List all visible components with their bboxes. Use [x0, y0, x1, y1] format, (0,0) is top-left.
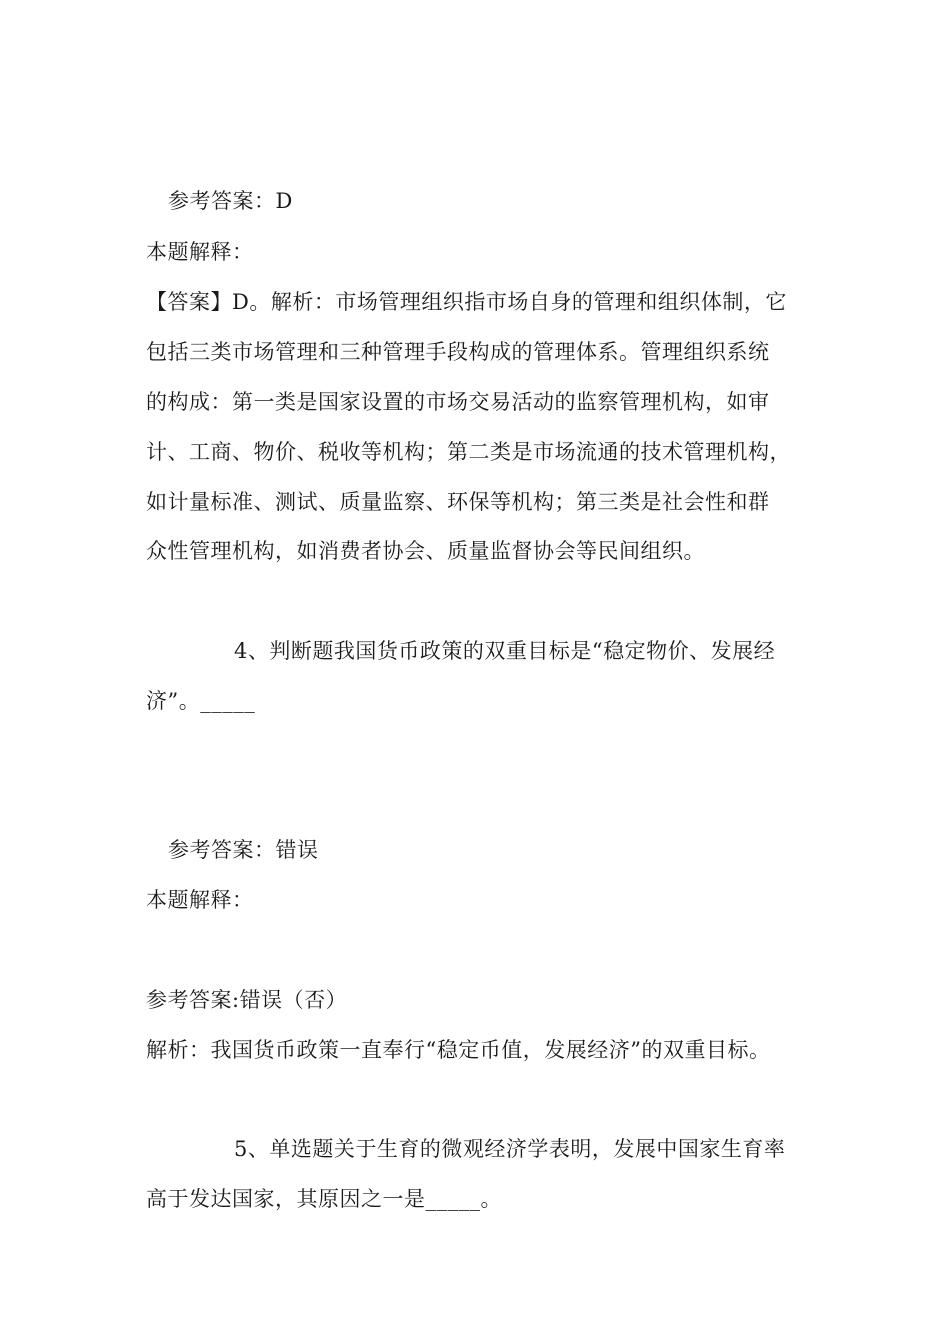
q4-analysis: 解析：我国货币政策一直奉行“稳定币值，发展经济”的双重目标。: [146, 1038, 771, 1062]
q5-question-line-2: 高于发达国家，其原因之一是_____。: [146, 1187, 502, 1211]
q3-ref-answer: 参考答案：D: [168, 189, 293, 213]
q4-question-line-2: 济”。_____: [146, 689, 256, 713]
q3-explanation-line-3: 的构成：第一类是国家设置的市场交易活动的监察管理机构，如审: [146, 390, 770, 414]
q3-explanation-line-5: 如计量标准、测试、质量监察、环保等机构；第三类是社会性和群: [146, 490, 770, 514]
q4-question-line-1: 4、判断题我国货币政策的双重目标是“稳定物价、发展经: [234, 639, 776, 663]
q4-explain-label: 本题解释：: [146, 888, 254, 912]
q5-question-line-1: 5、单选题关于生育的微观经济学表明，发展中国家生育率: [234, 1137, 786, 1161]
q3-explain-label: 本题解释：: [146, 240, 254, 264]
q3-explanation-line-2: 包括三类市场管理和三种管理手段构成的管理体系。管理组织系统: [146, 340, 770, 364]
q4-answer-detail: 参考答案:错误（否）: [146, 988, 348, 1012]
q3-explanation-line-1: 【答案】D。解析：市场管理组织指市场自身的管理和组织体制，它: [146, 290, 787, 314]
q4-ref-answer: 参考答案：错误: [168, 838, 319, 862]
q3-explanation-line-4: 计、工商、物价、税收等机构；第二类是市场流通的技术管理机构，: [146, 440, 791, 464]
q3-explanation-line-6: 众性管理机构，如消费者协会、质量监督协会等民间组织。: [146, 539, 705, 563]
